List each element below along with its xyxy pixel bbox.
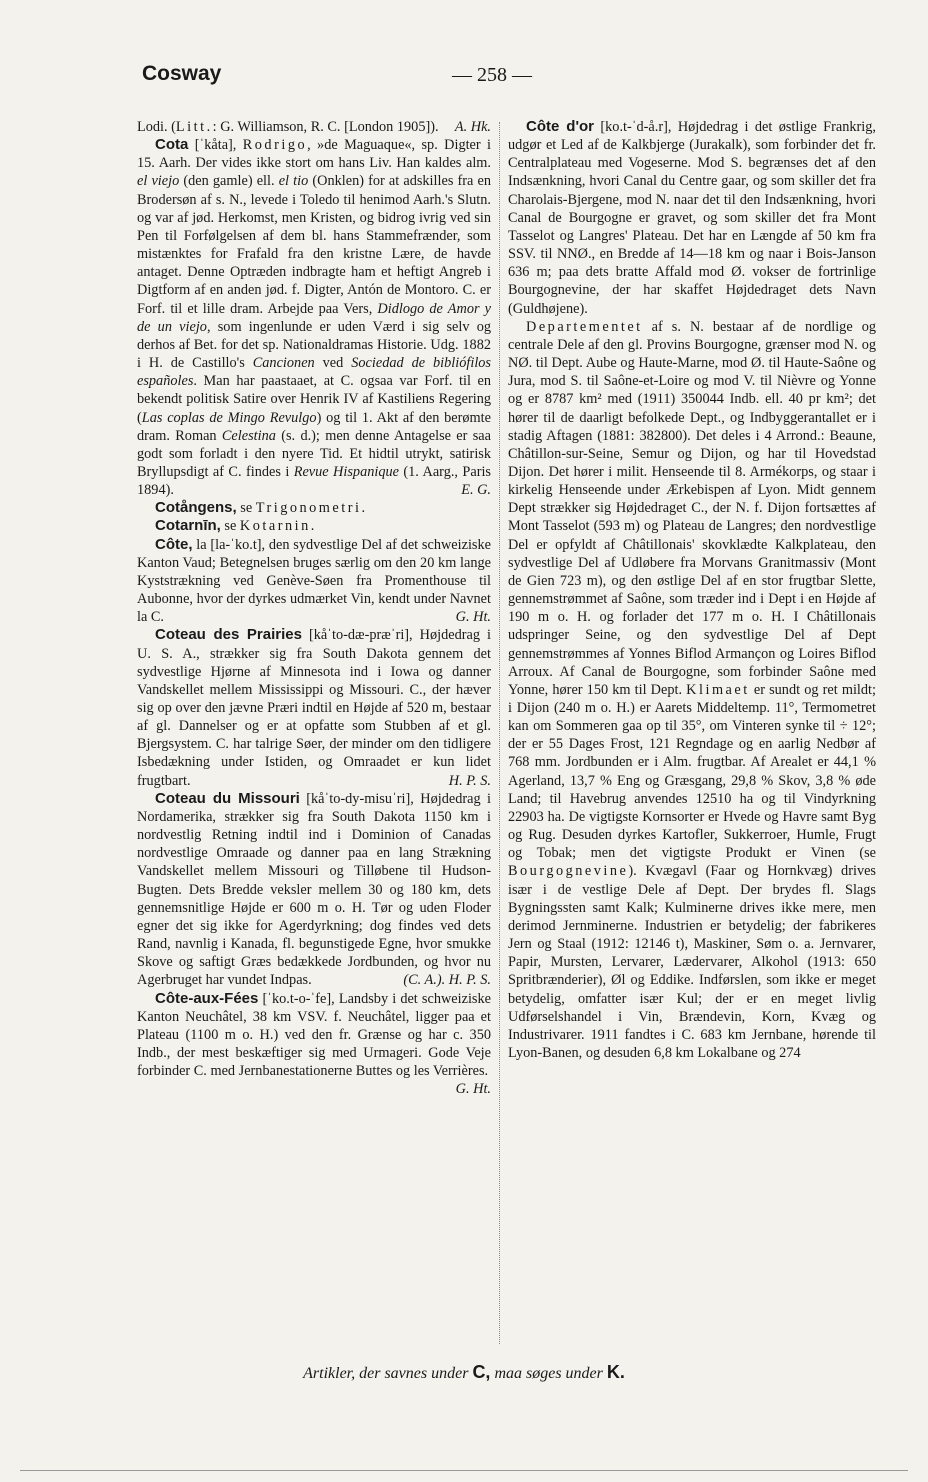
headword: Cotarnīn, [155, 517, 221, 535]
right-column [508, 118, 876, 1062]
author-signature: (C. A.). H. P. S. [403, 972, 491, 989]
author-signature: E. G. [461, 482, 491, 499]
entry-cote-dor-departement: Departementet af s. N. bestaar af de nordlige og centrale Dele af den gl. Provins Bourgogne, grænser mod N. og NØ. til Dept. Aube og Haute-Marne, mod Ø. til Haute-Saône og Jura, mod S. til Saône-et-Loire og mod V. til Nièvre og Yonne og er 8787 km² med (1911) 350044 Indb. ell. 40 pr km²; det hører til de daarligt befolkede Dept., og Indbyggerantallet er i stadig Aftagen (1881: 382800). Det deles i 4 Arrond.: Beaune, Châtillon-sur-Seine, Semur og Dijon, og har til Hovedstad Dijon. Det hører i milit. Henseende til 8. Armékorps, og staar i kirkelig Henseende under Ærkebispen af Lyon. Midt gennem Dept strækker sig Højdedraget C., der N. f. Dijon fortsættes af Mont Tasselot (593 m) og Plateau de Langres; den nordvestlige Del er opfyldt af Châtillonais' skovklædte Kalkplateau, den sydvestlige Del af Udløbere fra Morvans Granitmassiv (Mont de Gien 723 m), og den østlige Del af en stor frugtbar Slette, gennemstrømmet af Saône, som træder ind i Dept i en Højde af 190 m o. H. og forlader det 177 m o. H. I Châtillonais udspringer Seine, og den sydvestlige Del af Dept gennemstrømmes af Yonnes Biflod Armançon og Loires Biflod Arroux. Af Canal de Bourgogne, som forbinder Saône med Yonne, hører 150 km til Dept. Klimaet er sundt og ret mildt; i Dijon (240 m o. H.) er Aarets Middeltemp. 11°, Termometret kan om Sommeren gaa op til 35°, om Vinteren synke til ÷ 12°; der er 55 Dages Frost, 121 Regndage og en aarlig Nedbør af 768 mm. Jordbunden er i Alm. frugtbar. Af Arealet er 44,1 % Agerland, 13,7 % Eng og Græsgang, 29,8 % Skov, 3,8 % øde Land; til Havebrug anvendes 12510 ha og til Vindyrkning 22903 ha. De vigtigste Kornsorter er Hvede og Havre samt Byg og Rug. Desuden dyrkes Kartofler, Sukkerroer, Humle, Frugt og Tobak; men det vigtigste Produkt er Vinen (se Bourgognevine). Kvægavl (Faar og Hornkvæg) drives især i de vestlige Dele af Dept. Der brydes fl. Slags Bygningssten samt Kalk; Kulminerne drives ikke mere, men derimod Jernminerne. Industrien er betydelig; der fabrikeres Jern og Staal (1912: 12146 t), Maskiner, Søm o. a. Jernvarer, Papir, Mursten, Lervarer, Lædervarer, Alkohol (1913: 650 Spritbrænderier), Øl og Eddike. Indførslen, som ikke er meget betydelig, omfatter især Kul; der er en meget livlig Udførselshandel i Vin, Brændevin, Korn, Kvæg og Industrivarer. 1911 fandtes i C. 683 km Jernbane, hørende til Lyon-Banen, og desuden 6,8 km Lokalbane og 274 [508, 318, 876, 1061]
cross-reference: Kotarnin. [239, 518, 317, 535]
entry-continuation: Lodi. (Litt.: G. Williamson, R. C. [London 1905]). A. Hk. [137, 119, 491, 135]
headword: Cota [155, 136, 189, 154]
entry-cota: Cota [ˈkåta], Rodrigo, »de Maguaque«, sp. Digter i 15. Aarh. Der vides ikke stort om hans Liv. Han kaldes alm. el viejo (den gamle) ell. el tio (Onklen) for at adskilles fra en Brodersøn af s. N., levede i Toledo til henimod Aarh.'s Slutn. og var af jød. Herkomst, men Kristen, og bidrog ivrig ved sin Pen til Forfølgelsen af dem bl. hans Stammefrænder, som mistænktes for Frafald fra den kristne Lære, de havde antaget. Denne Optræden indbragte ham et heftigt Angreb i Digtform af en anden jød. f. Digter, Antón de Montoro. C. er Forf. til et lille dram. Arbejde paa Vers, Didlogo de Amor y de un viejo, som ingenlunde er uden Værd i sig selv og derhos af Bet. for det sp. Nationaldramas Historie. Udg. 1882 i H. de Castillo's Cancionen ved Sociedad de bibliófilos españoles. Man har paastaaet, at C. ogsaa var Forf. til en bekendt politisk Satire over Henrik IV af Kastiliens Regering (Las coplas de Mingo Revulgo) og til 1. Akt af den berømte dram. Roman Celestina (s. d.); men denne Antagelse er saa godt som forladt i den nyere Tid. Et hidtil utrykt, satirisk Bryllupsdigt af C. findes i Revue Hispanique (1. Aarg., Paris 1894). E. G. [137, 136, 492, 499]
page-number: — 258 — [452, 64, 532, 86]
headword: Cotångens, [155, 499, 237, 517]
cross-reference: Trigonometri. [255, 500, 368, 517]
left-column [137, 118, 491, 1098]
headword: Coteau du Missouri [155, 789, 300, 807]
entry-cote-aux-fees: Côte-aux-Fées [ˈko.t-o-ˈfe], Landsby i det schweiziske Kanton Neuchâtel, 38 km VSV. f. Neuchâtel, ligger paa et Plateau (1100 m o. H.) ved den fr. Grænse og har c. 350 Indb., der mest beskæftiger sig med Urmageri. Gode Veje forbinder C. med Jernbanestationerne Buttes og les Verrières. G. Ht. [137, 989, 491, 1098]
author-signature: H. P. S. [448, 772, 491, 789]
entry-cote-dor: Côte d'or [ko.t-ˈd-å.r], Højdedrag i det østlige Frankrig, udgør et Led af de Kalkbjerge (Jurakalk), som forbinder det fr. Centralplateau med Vogeserne. Mod S. begrænses det af den Indsænkning, hvori Canal du Centre gaar, og som skiller det fra Charolais-Bjergene, mod N. naar det til den Indsænkning, hvori Canal de Bourgogne er gravet, og som skiller det fra Mont Tasselot og Langres' Plateau. Det har en Længde af 50 km fra SSV. til NNØ., en Bredde af 14—18 km og naar i Bois-Janson 636 m; paa dets bratte Affald mod Ø. vokser de fortrinlige Bourgognevine, der har skaffet Højdedraget dets Navn (Guldhøjene). [508, 118, 876, 317]
author-signature: G. Ht. [455, 609, 491, 626]
entry-coteau-du-missouri: Coteau du Missouri [kåˈto-dy-misuˈri], Højdedrag i Nordamerika, strækker sig fra South Dakota 1150 km i nordvestlig Retning indtil ind i Dominion of Canadas nordvestlige Omraade og danner paa en lang Strækning Vandskellet mellem Missouri og Tilløbene til Hudson-Bugten. Dets Bredde veksler mellem 30 og 180 km, dets gennemsnitlige Højde er 600 m o. H. Tør og uden Floder egner det sig ikke for Agerdyrkning; dog findes ved dets Rand, navnlig i Kanada, fl. begunstigede Egne, hvor smukke Skove og saftigt Græs bedækkede Jordbunden, og hvor nu Agerbruget har vundet Indpas. (C. A.). H. P. S. [137, 789, 491, 989]
headword: Côte d'or [526, 118, 595, 135]
column-divider [499, 122, 501, 1344]
entry-cotarnin: Cotarnīn, se Kotarnin. [155, 517, 317, 535]
headword: Coteau des Prairies [155, 626, 302, 644]
author-signature: A. Hk. [454, 119, 491, 135]
footer-note: Artikler, der savnes under C, maa søges under K. [303, 1362, 625, 1382]
entry-coteau-des-prairies: Coteau des Prairies [kåˈto-dæ-præˈri], Højdedrag i U. S. A., strækker sig fra South Dakota gennem det sydvestlige Hjørne af Minnesota ind i Iowa og danner Vandskellet mellem Mississippi og Missouri. C., der hæver sig op over den jævne Præri indtil en Højde af 520 m, bestaar af gl. Dannelser og er at opfatte som Stubben af et gl. Bjergsystem. C. har talrige Søer, der minder om den tidligere Isbedækning under Istiden, og Omraadet er kun lidet frugtbart. H. P. S. [137, 626, 492, 789]
entry-cotangens: Cotångens, se Trigonometri. [155, 499, 368, 517]
entry-cote: Côte, la [la-ˈko.t], den sydvestlige Del af det schweiziske Kanton Vaud; Betegnelsen bruges særlig om den 20 km lange Kyststrækning ved Genève-Søen fra Promenthouse til Aubonne, hvor der dyrkes udmærket Vin, kendt under Navnet la C. G. Ht. [137, 535, 491, 626]
headword: Côte-aux-Fées [155, 989, 259, 1007]
bottom-rule [20, 1470, 908, 1471]
page-header [142, 62, 822, 96]
running-headword: Cosway [142, 62, 222, 85]
author-signature: G. Ht. [455, 1081, 491, 1098]
headword: Côte, [155, 535, 193, 553]
